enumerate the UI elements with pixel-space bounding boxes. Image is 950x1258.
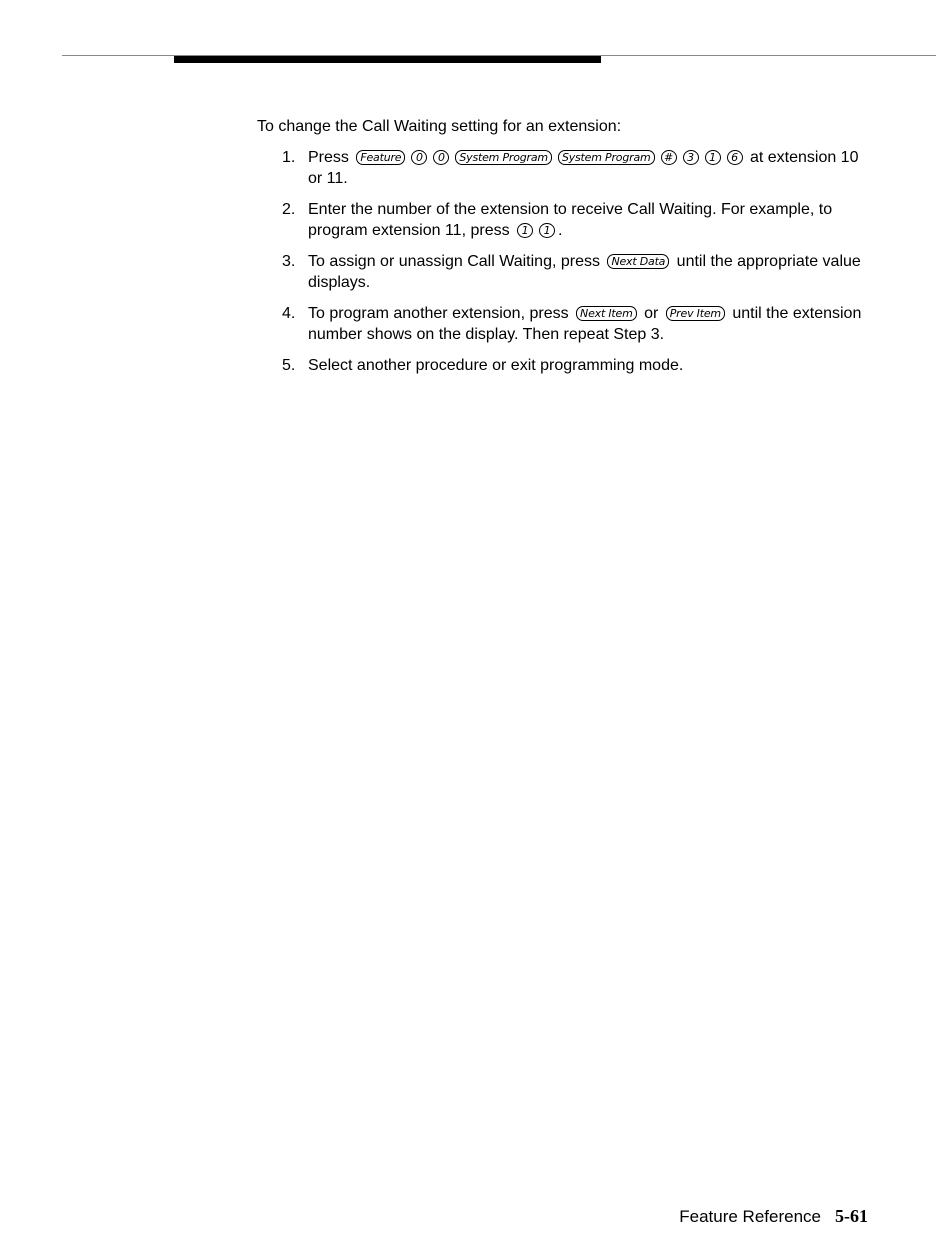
steps-list — [257, 147, 872, 376]
pound-key: # — [661, 150, 677, 165]
system-program-key: System Program — [558, 150, 655, 165]
digit-key-1: 1 — [539, 223, 555, 238]
intro-text: To change the Call Waiting setting for an extension: — [257, 118, 622, 135]
step-3 — [257, 251, 872, 293]
step-text: until the appropriate value displays. — [308, 253, 861, 291]
digit-key-0: 0 — [411, 150, 427, 165]
feature-key: Feature — [356, 150, 405, 165]
step-text: . — [558, 222, 563, 239]
step-5 — [257, 355, 872, 376]
step-text: until the extension number shows on the display. Then repeat Step 3. — [308, 305, 862, 343]
step-4 — [257, 303, 872, 345]
step-text: Select another procedure or exit programming mode. — [308, 357, 684, 374]
step-text: at extension 10 or 11. — [308, 149, 859, 187]
step-text: To assign or unassign Call Waiting, press — [308, 253, 600, 270]
system-program-key: System Program — [455, 150, 552, 165]
digit-key-0: 0 — [433, 150, 449, 165]
step-number: 4. — [282, 305, 296, 322]
page-number: 5-61 — [835, 1206, 868, 1226]
step-text: Enter the number of the extension to receive Call Waiting. For example, to program extension 11, press — [308, 201, 833, 239]
step-number: 1. — [282, 149, 296, 166]
footer-section-title: Feature Reference — [679, 1207, 821, 1226]
step-text: To program another extension, press — [308, 305, 569, 322]
page-footer — [679, 1206, 868, 1227]
step-2 — [257, 199, 872, 241]
step-number: 2. — [282, 201, 296, 218]
step-1 — [257, 147, 872, 189]
digit-key-1: 1 — [705, 150, 721, 165]
digit-key-3: 3 — [683, 150, 699, 165]
step-number: 3. — [282, 253, 296, 270]
prev-item-key: Prev Item — [666, 306, 725, 321]
digit-key-1: 1 — [517, 223, 533, 238]
header-rule-thick — [174, 56, 601, 63]
digit-key-6: 6 — [727, 150, 743, 165]
step-number: 5. — [282, 357, 296, 374]
step-text: Press — [308, 149, 349, 166]
next-item-key: Next Item — [576, 306, 637, 321]
step-text: or — [644, 305, 659, 322]
procedure-content — [257, 116, 872, 386]
next-data-key: Next Data — [607, 254, 669, 269]
